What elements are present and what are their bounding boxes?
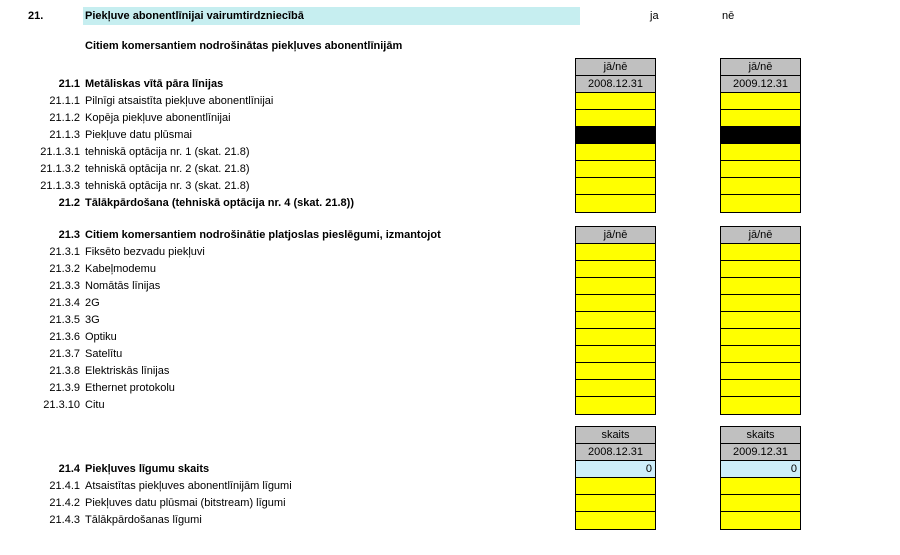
input-cell[interactable] (721, 161, 800, 178)
row-label: Atsaistītas piekļuves abonentlīnijām līgumi (85, 479, 292, 492)
form-row (0, 194, 570, 211)
input-cell[interactable] (576, 161, 655, 178)
form-row (0, 126, 570, 143)
input-cell[interactable] (576, 495, 655, 512)
row-number: 21.1.2 (49, 111, 80, 124)
input-cell[interactable] (721, 295, 800, 312)
row-label: Nomātās līnijas (85, 279, 161, 292)
row-number: 21.1.3.3 (40, 179, 80, 192)
form-row (0, 294, 570, 311)
row-label: Citu (85, 398, 105, 411)
section3-column-2008 (575, 426, 656, 530)
input-cell[interactable] (721, 478, 800, 495)
section1-column-2008 (575, 58, 656, 213)
input-cell[interactable] (721, 261, 800, 278)
row-number: 21.3.8 (49, 364, 80, 377)
input-cell[interactable] (721, 380, 800, 397)
input-cell[interactable] (576, 295, 655, 312)
count-cell[interactable]: 0 (721, 461, 800, 478)
row-label: Tālākpārdošana (tehniskā optācija nr. 4 (skat. 21.8)) (85, 196, 354, 209)
input-cell[interactable] (576, 346, 655, 363)
input-cell[interactable] (721, 312, 800, 329)
form-row (0, 379, 570, 396)
form-row (0, 477, 570, 494)
page-title: Piekļuve abonentlīnijai vairumtirdzniecībā (83, 7, 580, 25)
row-label: Kabeļmodemu (85, 262, 156, 275)
yes-no-header-cell: jā/nē (576, 227, 655, 244)
input-cell[interactable] (721, 363, 800, 380)
yes-label: ja (650, 10, 659, 22)
row-number: 21.3.3 (49, 279, 80, 292)
row-number: 21.1.3.2 (40, 162, 80, 175)
row-label: Satelītu (85, 347, 123, 360)
input-cell[interactable] (721, 495, 800, 512)
section2-column-2009 (720, 226, 801, 415)
input-cell[interactable] (576, 178, 655, 195)
row-number: 21.3.10 (43, 398, 80, 411)
blocked-cell (721, 127, 800, 144)
row-number: 21.3.6 (49, 330, 80, 343)
row-number: 21.1.3.1 (40, 145, 80, 158)
row-number: 21.3.1 (49, 245, 80, 258)
form-row (0, 460, 570, 477)
input-cell[interactable] (576, 363, 655, 380)
form-row (0, 511, 570, 528)
row-label: tehniskā optācija nr. 1 (skat. 21.8) (85, 145, 250, 158)
subtitle: Citiem komersantiem nodrošinātas piekļuves abonentlīnijām (85, 40, 403, 52)
row-number: 21.3.7 (49, 347, 80, 360)
input-cell[interactable] (576, 144, 655, 161)
form-row (0, 345, 570, 362)
row-label: Piekļuves līgumu skaits (85, 462, 210, 475)
row-number: 21.1 (58, 77, 80, 90)
form-row (0, 143, 570, 160)
row-label: Ethernet protokolu (85, 381, 175, 394)
input-cell[interactable] (721, 93, 800, 110)
row-label: tehniskā optācija nr. 2 (skat. 21.8) (85, 162, 250, 175)
yes-no-header-cell: jā/nē (576, 59, 655, 76)
input-cell[interactable] (576, 512, 655, 529)
input-cell[interactable] (721, 397, 800, 414)
row-label: Elektriskās līnijas (85, 364, 170, 377)
form-row (0, 494, 570, 511)
input-cell[interactable] (576, 244, 655, 261)
row-number: 21.1.1 (49, 94, 80, 107)
row-number: 21.4.2 (49, 496, 80, 509)
input-cell[interactable] (576, 93, 655, 110)
row-number: 21.2 (58, 196, 80, 209)
row-number: 21.4.1 (49, 479, 80, 492)
section2-column-2008 (575, 226, 656, 415)
date-cell: 2009.12.31 (721, 76, 800, 93)
input-cell[interactable] (576, 278, 655, 295)
input-cell[interactable] (576, 261, 655, 278)
input-cell[interactable] (721, 110, 800, 127)
date-cell: 2008.12.31 (576, 444, 655, 461)
input-cell[interactable] (576, 195, 655, 212)
input-cell[interactable] (576, 110, 655, 127)
date-cell: 2009.12.31 (721, 444, 800, 461)
row-number: 21.3.9 (49, 381, 80, 394)
blocked-cell (576, 127, 655, 144)
row-number: 21.3.2 (49, 262, 80, 275)
input-cell[interactable] (576, 478, 655, 495)
row-number: 21.4.3 (49, 513, 80, 526)
form-row (0, 177, 570, 194)
section-number: 21. (28, 10, 44, 22)
count-header-cell: skaits (576, 427, 655, 444)
form-row (0, 75, 570, 92)
form-row (0, 92, 570, 109)
form-row (0, 396, 570, 413)
row-label: Pilnīgi atsaistīta piekļuve abonentlīnijai (85, 94, 274, 107)
input-cell[interactable] (576, 397, 655, 414)
row-label: Citiem komersantiem nodrošinātie platjoslas pieslēgumi, izmantojot (85, 228, 441, 241)
row-number: 21.3.4 (49, 296, 80, 309)
row-number: 21.4 (58, 462, 80, 475)
form-row (0, 226, 570, 243)
row-label: 2G (85, 296, 100, 309)
input-cell[interactable] (721, 512, 800, 529)
row-label: 3G (85, 313, 100, 326)
row-number: 21.1.3 (49, 128, 80, 141)
input-cell[interactable] (721, 244, 800, 261)
section3-labels (0, 460, 570, 528)
input-cell[interactable] (576, 329, 655, 346)
row-label: Tālākpārdošanas līgumi (85, 513, 202, 526)
input-cell[interactable] (721, 329, 800, 346)
form-row (0, 160, 570, 177)
row-label: Piekļuves datu plūsmai (bitstream) līgumi (85, 496, 286, 509)
row-number: 21.3.5 (49, 313, 80, 326)
form-row (0, 260, 570, 277)
input-cell[interactable] (721, 346, 800, 363)
row-label: Metāliskas vītā pāra līnijas (85, 77, 224, 90)
row-label: Piekļuve datu plūsmai (85, 128, 193, 141)
input-cell[interactable] (721, 178, 800, 195)
form-row (0, 311, 570, 328)
section3-column-2009 (720, 426, 801, 530)
form-row (0, 243, 570, 260)
form-row (0, 328, 570, 345)
section1-column-2009 (720, 58, 801, 213)
form-row (0, 109, 570, 126)
input-cell[interactable] (721, 278, 800, 295)
section1-labels (0, 75, 570, 211)
row-label: Optiku (85, 330, 117, 343)
input-cell[interactable] (721, 144, 800, 161)
form-row (0, 277, 570, 294)
row-label: Kopēja piekļuve abonentlīnijai (85, 111, 231, 124)
yes-no-header-cell: jā/nē (721, 59, 800, 76)
input-cell[interactable] (576, 312, 655, 329)
row-number: 21.3 (58, 228, 80, 241)
row-label: Fiksēto bezvadu piekļuvi (85, 245, 205, 258)
row-label: tehniskā optācija nr. 3 (skat. 21.8) (85, 179, 250, 192)
section2-labels (0, 226, 570, 413)
date-cell: 2008.12.31 (576, 76, 655, 93)
no-label: nē (722, 10, 735, 22)
yes-no-header-cell: jā/nē (721, 227, 800, 244)
input-cell[interactable] (576, 380, 655, 397)
count-header-cell: skaits (721, 427, 800, 444)
input-cell[interactable] (721, 195, 800, 212)
form-row (0, 362, 570, 379)
count-cell[interactable]: 0 (576, 461, 655, 478)
